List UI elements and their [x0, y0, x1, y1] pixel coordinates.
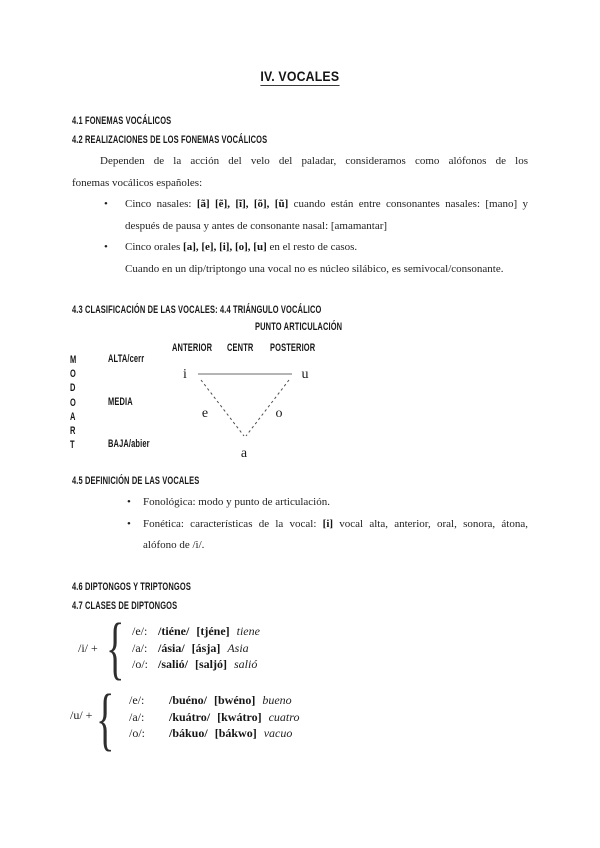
orthographic-word: cuatro: [268, 709, 300, 724]
heading-4-1: 4.1 FONEMAS VOCÁLICOS: [72, 115, 172, 127]
diagram-row-media: MEDIA: [108, 396, 133, 408]
diphthong-i-rows: [132, 623, 260, 673]
list-item: [127, 492, 528, 514]
phonemic-form: /salió/: [158, 657, 189, 671]
heading-4-7: 4.7 CLASES DE DIPTONGOS: [72, 600, 178, 612]
phoneme-label: /a/:: [132, 640, 148, 655]
axis-letter: O: [70, 396, 76, 409]
axis-letter: M: [70, 354, 77, 366]
phonetic-form: [bákwo]: [214, 726, 257, 740]
phonetic-form: [saljó]: [195, 657, 228, 671]
phonetic-form: [bwéno]: [214, 693, 256, 707]
bullet-icon: •: [127, 517, 131, 530]
phoneme-label: /a/:: [129, 709, 145, 724]
diphthong-u-rows: [129, 692, 299, 742]
phoneme-label: /e/:: [129, 693, 145, 707]
phoneme-label: /o/:: [132, 657, 149, 671]
page-title: IV. VOCALES: [260, 68, 340, 84]
bullet-icon: •: [104, 198, 108, 210]
phonetic-form: [ásja]: [191, 640, 221, 655]
diagram-col-anterior: ANTERIOR: [172, 342, 213, 354]
transcription-row: [132, 623, 260, 640]
axis-letter: T: [70, 439, 75, 452]
fonologica-item: Fonológica: modo y punto de articulación.: [143, 496, 330, 508]
diagram-row-alta: ALTA/cerr: [108, 353, 145, 365]
phonemic-form: /tiéne/: [158, 624, 190, 638]
axis-letter: D: [70, 382, 76, 395]
fonetica-text-pre: Fonética: características de la vocal:: [143, 517, 323, 530]
page-title-row: [0, 68, 600, 86]
fonetica-text-line2: alófono de /i/.: [143, 539, 205, 551]
oral-vowel-symbols: [a], [e], [i], [o], [u]: [183, 241, 267, 253]
diphthong-block-i: [78, 610, 398, 687]
nasal-text-post: cuando están entre consonantes nasales: [mano] y: [288, 198, 528, 210]
definition-bullet-list: [127, 492, 528, 557]
diagram-top-label: PUNTO ARTICULACIÓN: [255, 321, 343, 333]
transcription-row: [129, 725, 299, 742]
triangle-right-edge: [246, 380, 289, 436]
phonetic-form: [tjéne]: [196, 624, 230, 638]
axis-letter: O: [70, 368, 76, 381]
phonetic-form: [kwátro]: [217, 709, 262, 724]
orthographic-word: salió: [234, 657, 258, 671]
allophone-bullet-list: [104, 194, 528, 280]
vowel-triangle-diagram: [160, 356, 330, 464]
orthographic-word: bueno: [262, 693, 292, 707]
oral-text-pre: Cinco orales: [125, 241, 184, 253]
list-item: [104, 194, 528, 237]
phonemic-form: /kuátro/: [169, 709, 211, 724]
fonetica-symbol: [i]: [322, 517, 334, 530]
bullet-icon: •: [127, 496, 131, 508]
intro-paragraph-line1: Dependen de la acción del velo del paladar, consideramos como alófonos de los: [100, 155, 528, 167]
diagram-axis-modo: [70, 353, 76, 452]
oral-vowels-item: [125, 237, 528, 280]
diphthong-block-u: [70, 681, 390, 758]
intro-paragraph-line2: fonemas vocálicos españoles:: [72, 176, 203, 189]
diagram-col-centr: CENTR: [227, 342, 254, 354]
transcription-row: [132, 656, 260, 673]
nasal-text-line2: después de pausa y antes de consonante nasal: [amamantar]: [125, 219, 388, 232]
heading-4-3: 4.3 CLASIFICACIÓN DE LAS VOCALES: 4.4 TRIÁNGULO VOCÁLICO: [72, 304, 322, 316]
oral-text-post: en el resto de casos.: [266, 241, 358, 253]
phoneme-label: /o/:: [129, 726, 146, 740]
phonemic-form: /buéno/: [169, 693, 208, 707]
left-brace-icon: {: [96, 681, 115, 758]
list-item: [127, 514, 528, 557]
orthographic-word: Asia: [227, 640, 249, 655]
orthographic-word: vacuo: [263, 726, 293, 740]
left-brace-icon: {: [106, 610, 125, 687]
transcription-row: [132, 640, 260, 657]
orthographic-word: tiene: [236, 624, 260, 638]
nasal-vowel-symbols: [ã] [ẽ], [ĩ], [õ], [ũ]: [196, 198, 289, 210]
transcription-row: [129, 692, 299, 709]
nasal-vowels-item: [125, 194, 528, 237]
diagram-col-posterior: POSTERIOR: [270, 342, 316, 354]
list-item: [104, 237, 528, 280]
fonetica-item: [143, 514, 528, 557]
vowel-e-label: e: [201, 406, 209, 421]
vowel-o-label: o: [275, 406, 283, 421]
bullet-icon: •: [104, 241, 108, 253]
fonetica-text-post: vocal alta, anterior, oral, sonora, átona,: [333, 517, 528, 530]
phonemic-form: /ásia/: [158, 640, 185, 655]
heading-4-6: 4.6 DIPTONGOS Y TRIPTONGOS: [72, 581, 191, 593]
vowel-a-label: a: [240, 446, 248, 461]
diagram-row-baja: BAJA/abier: [108, 438, 150, 450]
transcription-row: [129, 709, 299, 726]
semivowel-note: Cuando en un dip/triptongo una vocal no es núcleo silábico, es semivocal/consonante.: [125, 262, 504, 275]
heading-4-5: 4.5 DEFINICIÓN DE LAS VOCALES: [72, 475, 200, 487]
axis-letter: A: [70, 410, 76, 423]
diphthong-i-label: /i/ +: [78, 641, 98, 655]
axis-letter: R: [70, 425, 76, 438]
phonemic-form: /bákuo/: [169, 726, 208, 740]
vowel-i-label: i: [183, 367, 187, 382]
diphthong-u-label: /u/ +: [70, 708, 93, 722]
heading-4-2: 4.2 REALIZACIONES DE LOS FONEMAS VOCÁLICOS: [72, 134, 268, 146]
vowel-u-label: u: [301, 367, 309, 382]
nasal-text-pre: Cinco nasales:: [125, 198, 197, 210]
phoneme-label: /e/:: [132, 624, 148, 638]
intro-paragraph: [72, 151, 528, 194]
